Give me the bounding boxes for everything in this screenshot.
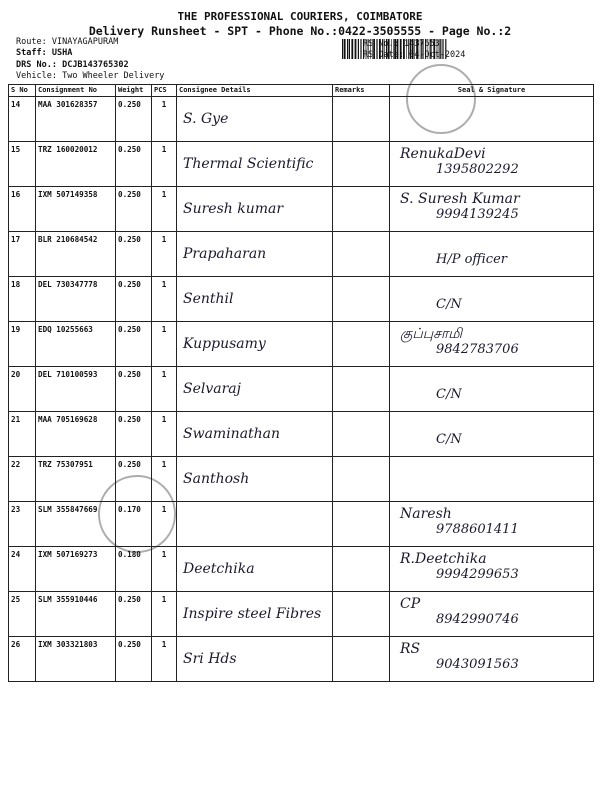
- table-row: [9, 457, 594, 502]
- signature-cell: [390, 232, 594, 277]
- consignee-handwriting: Kuppusamy: [183, 336, 266, 352]
- remarks-cell: [333, 457, 390, 502]
- sno-cell: 25: [9, 592, 36, 637]
- consignee-handwriting: Deetchika: [183, 561, 255, 577]
- table-row: [9, 322, 594, 367]
- signature-note: C/N: [436, 297, 462, 312]
- consignment-cell: IXM 507169273: [36, 547, 116, 592]
- sno-cell: 18: [9, 277, 36, 322]
- weight-cell: 0.250: [116, 97, 152, 142]
- signature-note: H/P officer: [436, 252, 507, 267]
- consignee-handwriting: Senthil: [183, 291, 234, 307]
- consignment-cell: TRZ 160020012: [36, 142, 116, 187]
- weight-cell: 0.180: [116, 547, 152, 592]
- weight-cell: 0.250: [116, 187, 152, 232]
- consignment-cell: MAA 301628357: [36, 97, 116, 142]
- remarks-cell: [333, 232, 390, 277]
- signature-handwriting: குப்புசாமி: [400, 326, 463, 342]
- consignee-handwriting: Swaminathan: [183, 426, 281, 442]
- signature-note: 9994139245: [436, 207, 519, 222]
- remarks-cell: [333, 322, 390, 367]
- consignee-handwriting: Sri Hds: [183, 651, 237, 667]
- signature-cell: [390, 187, 594, 232]
- pcs-cell: 1: [152, 502, 177, 547]
- signature-note: 9788601411: [436, 522, 519, 537]
- signature-cell: [390, 637, 594, 682]
- vehicle-line: Vehicle: Two Wheeler Delivery: [16, 71, 165, 81]
- sno-cell: 19: [9, 322, 36, 367]
- remarks-cell: [333, 412, 390, 457]
- col-consignment: Consignment No: [36, 85, 116, 97]
- rs-number-line: RS No.: 1437653: [363, 39, 440, 49]
- pcs-cell: 1: [152, 142, 177, 187]
- consignee-cell: [177, 502, 333, 547]
- consignee-cell: [177, 592, 333, 637]
- pcs-cell: 1: [152, 322, 177, 367]
- sno-cell: 24: [9, 547, 36, 592]
- sno-cell: 14: [9, 97, 36, 142]
- consignment-cell: EDQ 10255663: [36, 322, 116, 367]
- consignee-cell: [177, 97, 333, 142]
- consignee-cell: [177, 322, 333, 367]
- runsheet-table: [8, 84, 594, 682]
- signature-cell: [390, 367, 594, 412]
- pcs-cell: 1: [152, 547, 177, 592]
- pcs-cell: 1: [152, 367, 177, 412]
- consignee-cell: [177, 637, 333, 682]
- signature-handwriting: Naresh: [400, 506, 452, 522]
- signature-cell: [390, 322, 594, 367]
- signature-cell: [390, 457, 594, 502]
- table-row: [9, 637, 594, 682]
- weight-cell: 0.250: [116, 232, 152, 277]
- signature-handwriting: R.Deetchika: [400, 551, 487, 567]
- drs-line: DRS No.: DCJB143765302: [16, 60, 129, 70]
- pcs-cell: 1: [152, 457, 177, 502]
- consignee-handwriting: Thermal Scientific: [183, 156, 314, 172]
- remarks-cell: [333, 547, 390, 592]
- col-seal-signature: Seal & Signature: [390, 85, 594, 97]
- signature-handwriting: CP: [400, 596, 421, 612]
- weight-cell: 0.250: [116, 457, 152, 502]
- signature-note: 9994299653: [436, 567, 519, 582]
- table-row: [9, 547, 594, 592]
- signature-handwriting: RenukaDevi: [400, 146, 486, 162]
- consignment-cell: MAA 705169628: [36, 412, 116, 457]
- signature-note: 9043091563: [436, 657, 519, 672]
- consignee-cell: [177, 547, 333, 592]
- signature-cell: [390, 502, 594, 547]
- consignee-handwriting: Selvaraj: [183, 381, 241, 397]
- col-sno: S No: [9, 85, 36, 97]
- pcs-cell: 1: [152, 412, 177, 457]
- sno-cell: 22: [9, 457, 36, 502]
- weight-cell: 0.250: [116, 142, 152, 187]
- weight-cell: 0.250: [116, 367, 152, 412]
- signature-cell: [390, 97, 594, 142]
- consignment-cell: BLR 210684542: [36, 232, 116, 277]
- pcs-cell: 1: [152, 232, 177, 277]
- consignee-handwriting: Inspire steel Fibres: [183, 606, 322, 622]
- remarks-cell: [333, 502, 390, 547]
- sno-cell: 20: [9, 367, 36, 412]
- weight-cell: 0.250: [116, 592, 152, 637]
- table-row: [9, 277, 594, 322]
- pcs-cell: 1: [152, 97, 177, 142]
- consignment-cell: DEL 730347778: [36, 277, 116, 322]
- table-row: [9, 592, 594, 637]
- sno-cell: 15: [9, 142, 36, 187]
- consignment-cell: SLM 355847669: [36, 502, 116, 547]
- consignment-cell: DEL 710100593: [36, 367, 116, 412]
- signature-cell: [390, 142, 594, 187]
- table-header: [9, 85, 594, 97]
- consignment-cell: IXM 303321803: [36, 637, 116, 682]
- remarks-cell: [333, 592, 390, 637]
- consignee-handwriting: Santhosh: [183, 471, 250, 487]
- pcs-cell: 1: [152, 277, 177, 322]
- consignee-cell: [177, 367, 333, 412]
- consignee-cell: [177, 412, 333, 457]
- signature-note: C/N: [436, 432, 462, 447]
- signature-cell: [390, 277, 594, 322]
- signature-cell: [390, 412, 594, 457]
- pcs-cell: 1: [152, 592, 177, 637]
- table-row: [9, 97, 594, 142]
- signature-cell: [390, 592, 594, 637]
- weight-cell: 0.250: [116, 412, 152, 457]
- remarks-cell: [333, 637, 390, 682]
- table-row: [9, 412, 594, 457]
- consignee-handwriting: Suresh kumar: [183, 201, 284, 217]
- consignment-cell: IXM 507149358: [36, 187, 116, 232]
- staff-line: Staff: USHA: [16, 48, 73, 58]
- sno-cell: 26: [9, 637, 36, 682]
- table-row: [9, 232, 594, 277]
- consignee-cell: [177, 457, 333, 502]
- signature-note: 1395802292: [436, 162, 519, 177]
- remarks-cell: [333, 187, 390, 232]
- remarks-cell: [333, 367, 390, 412]
- signature-note: 9842783706: [436, 342, 519, 357]
- consignment-cell: SLM 355910446: [36, 592, 116, 637]
- weight-cell: 0.170: [116, 502, 152, 547]
- sno-cell: 16: [9, 187, 36, 232]
- pcs-cell: 1: [152, 637, 177, 682]
- rs-date-line: RS Date: 04-Oct-2024: [363, 50, 466, 60]
- remarks-cell: [333, 142, 390, 187]
- table-row: [9, 367, 594, 412]
- consignee-cell: [177, 187, 333, 232]
- consignee-handwriting: S. Gye: [183, 111, 229, 127]
- signature-handwriting: RS: [400, 641, 421, 657]
- remarks-cell: [333, 97, 390, 142]
- signature-handwriting: S. Suresh Kumar: [400, 191, 520, 207]
- sno-cell: 23: [9, 502, 36, 547]
- table-row: [9, 187, 594, 232]
- consignee-cell: [177, 277, 333, 322]
- pcs-cell: 1: [152, 187, 177, 232]
- consignee-handwriting: Prapaharan: [183, 246, 267, 262]
- weight-cell: 0.250: [116, 277, 152, 322]
- signature-note: C/N: [436, 387, 462, 402]
- weight-cell: 0.250: [116, 637, 152, 682]
- sno-cell: 21: [9, 412, 36, 457]
- consignment-cell: TRZ 75307951: [36, 457, 116, 502]
- table-row: [9, 502, 594, 547]
- runsheet-subtitle: Delivery Runsheet - SPT - Phone No.:0422-3505555 - Page No.:2: [88, 24, 512, 38]
- col-remarks: Remarks: [333, 85, 390, 97]
- col-weight: Weight: [116, 85, 152, 97]
- route-line: Route: VINAYAGAPURAM: [16, 37, 119, 47]
- table-row: [9, 142, 594, 187]
- consignee-cell: [177, 232, 333, 277]
- sno-cell: 17: [9, 232, 36, 277]
- signature-note: 8942990746: [436, 612, 519, 627]
- col-pcs: PCS: [152, 85, 177, 97]
- remarks-cell: [333, 277, 390, 322]
- col-consignee: Consignee Details: [177, 85, 333, 97]
- signature-cell: [390, 547, 594, 592]
- consignee-cell: [177, 142, 333, 187]
- weight-cell: 0.250: [116, 322, 152, 367]
- company-title: THE PROFESSIONAL COURIERS, COIMBATORE: [177, 10, 423, 23]
